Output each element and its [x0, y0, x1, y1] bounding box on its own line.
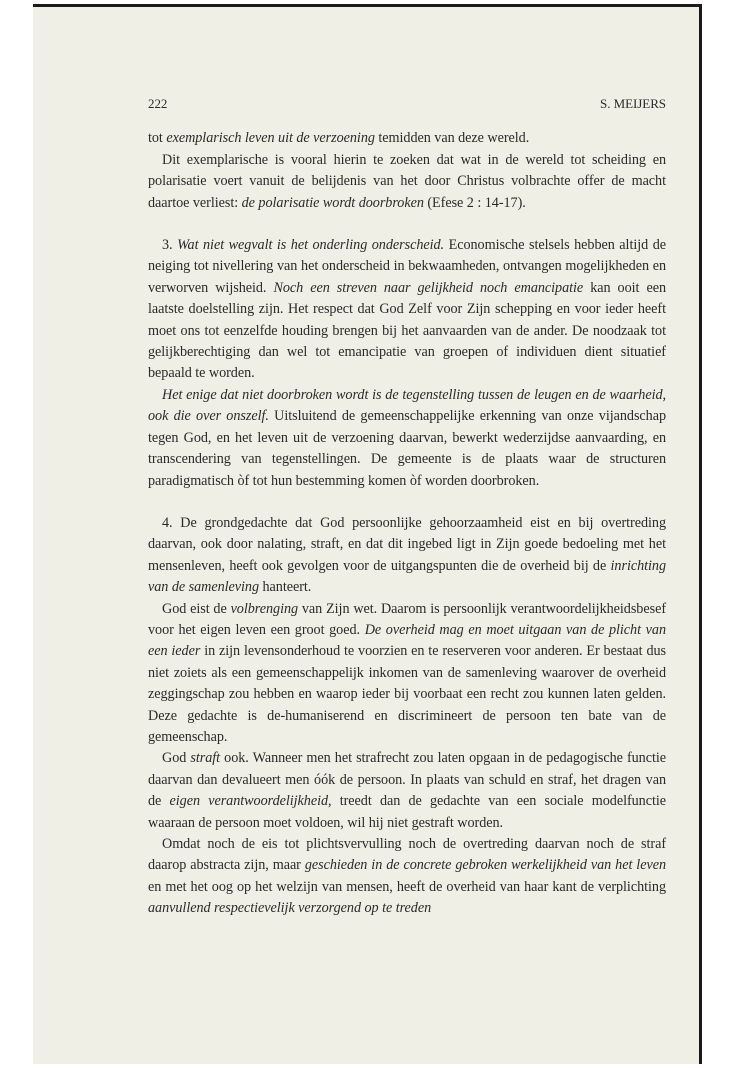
italic-text: de polarisatie wordt doorbroken	[241, 194, 424, 211]
paragraph	[148, 235, 666, 385]
paragraph	[148, 128, 666, 149]
paragraph	[148, 385, 666, 492]
italic-text: De overheid mag en moet uitgaan van de plicht van een ieder	[148, 621, 666, 660]
text-run: 4. De grondgedachte dat God persoonlijke gehoorzaamheid eist en bij overtreding daarvan, ook door nalating, straft, en dat dit ingebed ligt in Zijn goede bedoeling met het mensenleven, heeft ook gevolgen voor de uitgangspunten die de overheid bij de	[148, 514, 666, 574]
body-text	[148, 128, 666, 919]
italic-text: Wat niet wegvalt is het onderling onderscheid.	[177, 237, 445, 254]
text-run: Dit exemplarische is vooral hierin te zoeken dat wat in de wereld tot scheiding en polarisatie voert vanuit de belijdenis van het door Christus volbrachte offer de macht daartoe verliest:	[148, 151, 666, 211]
text-run: tot	[148, 130, 167, 147]
italic-text: Noch een streven naar gelijkheid noch emancipatie	[273, 279, 584, 296]
text-run: ook. Wanneer men het strafrecht zou laten opgaan in de pedagogische functie daarvan dan devalueert men óók de persoon. In plaats van schuld en straf, het dragen van de	[148, 750, 667, 810]
running-head	[148, 93, 666, 114]
running-author: S. MEIJERS	[600, 96, 666, 111]
page-number: 222	[148, 96, 168, 111]
text-run: en met het oog op het welzijn van mensen, heeft de overheid van haar kant de verplichting	[148, 878, 666, 895]
text-run: treedt dan de gedachte van een sociale modelfunctie waaraan de persoon moet voldoen, wil hij niet gestraft worden.	[148, 793, 667, 831]
text-run: temidden van deze wereld.	[374, 130, 530, 147]
text-run: Omdat noch de eis tot plichtsvervulling noch de overtreding daarvan noch de straf daarop abstracta zijn, maar	[148, 836, 666, 874]
italic-text: exemplarisch leven uit de verzoening	[166, 130, 375, 147]
italic-text: volbrenging	[230, 600, 299, 617]
paragraph	[148, 150, 666, 214]
document-page	[148, 93, 666, 920]
italic-text: straft	[190, 750, 221, 767]
italic-text: eigen verantwoordelijkheid,	[169, 793, 332, 810]
paragraph	[148, 834, 666, 920]
italic-text: Het enige dat niet doorbroken wordt is de tegenstelling tussen de leugen en de waarheid, ook die over onszelf.	[148, 386, 666, 425]
italic-text: aanvullend respectievelijk verzorgend op te treden	[148, 900, 432, 917]
text-run: Economische stelsels hebben altijd de neiging tot nivellering van het onderscheid in bekwaamheden, ontvangen mogelijkheden en verworven wijsheid.	[148, 237, 666, 296]
paragraph	[148, 513, 666, 599]
text-run: 3.	[162, 237, 178, 254]
text-run: Uitsluitend de gemeenschappelijke erkenning van onze vijandschap tegen God, en het leven uit de verzoening daarvan, bewerkt wederzijdse aanvaarding, en transcendering van tegenstellingen. De gemeente is de plaats waar de structuren paradigmatisch òf tot hun bestemming komen òf worden doorbroken.	[148, 408, 666, 489]
paragraph	[148, 599, 666, 749]
text-run: God eist de	[162, 600, 231, 617]
text-run: God	[162, 750, 191, 767]
text-run: in zijn levensonderhoud te voorzien en te reserveren voor anderen. Er bestaat dus niet zoiets als een gemeenschappelijk inkomen van de samenleving waarover de overheid zeggingschap zou hebben en waarop ieder bij voorbaat een recht zou kunnen laten gelden. Deze gedachte is de-humaniserend en discrimineert de persoon ten bate van de gemeenschap.	[148, 643, 667, 745]
text-run: hanteert.	[259, 579, 312, 596]
text-run: kan ooit een laatste doelstelling zijn. Het respect dat God Zelf voor Zijn schepping en voor ieder heeft moet ons tot eenzelfde houding brengen bij het aanvaarden van de ander. De noodzaak tot gelijkberechtiging dan wel tot emancipatie van groepen of individuen dient situatief bepaald te worden.	[148, 279, 666, 382]
text-run: van Zijn wet. Daarom is persoonlijk verantwoordelijkheidsbesef voor het eigen leven een groot goed.	[148, 600, 666, 638]
italic-text: geschieden in de concrete gebroken werkelijkheid van het leven	[304, 857, 666, 874]
paragraph	[148, 748, 666, 834]
italic-text: inrichting van de samenleving	[148, 557, 666, 596]
text-run: (Efese 2 : 14-17).	[423, 194, 526, 211]
